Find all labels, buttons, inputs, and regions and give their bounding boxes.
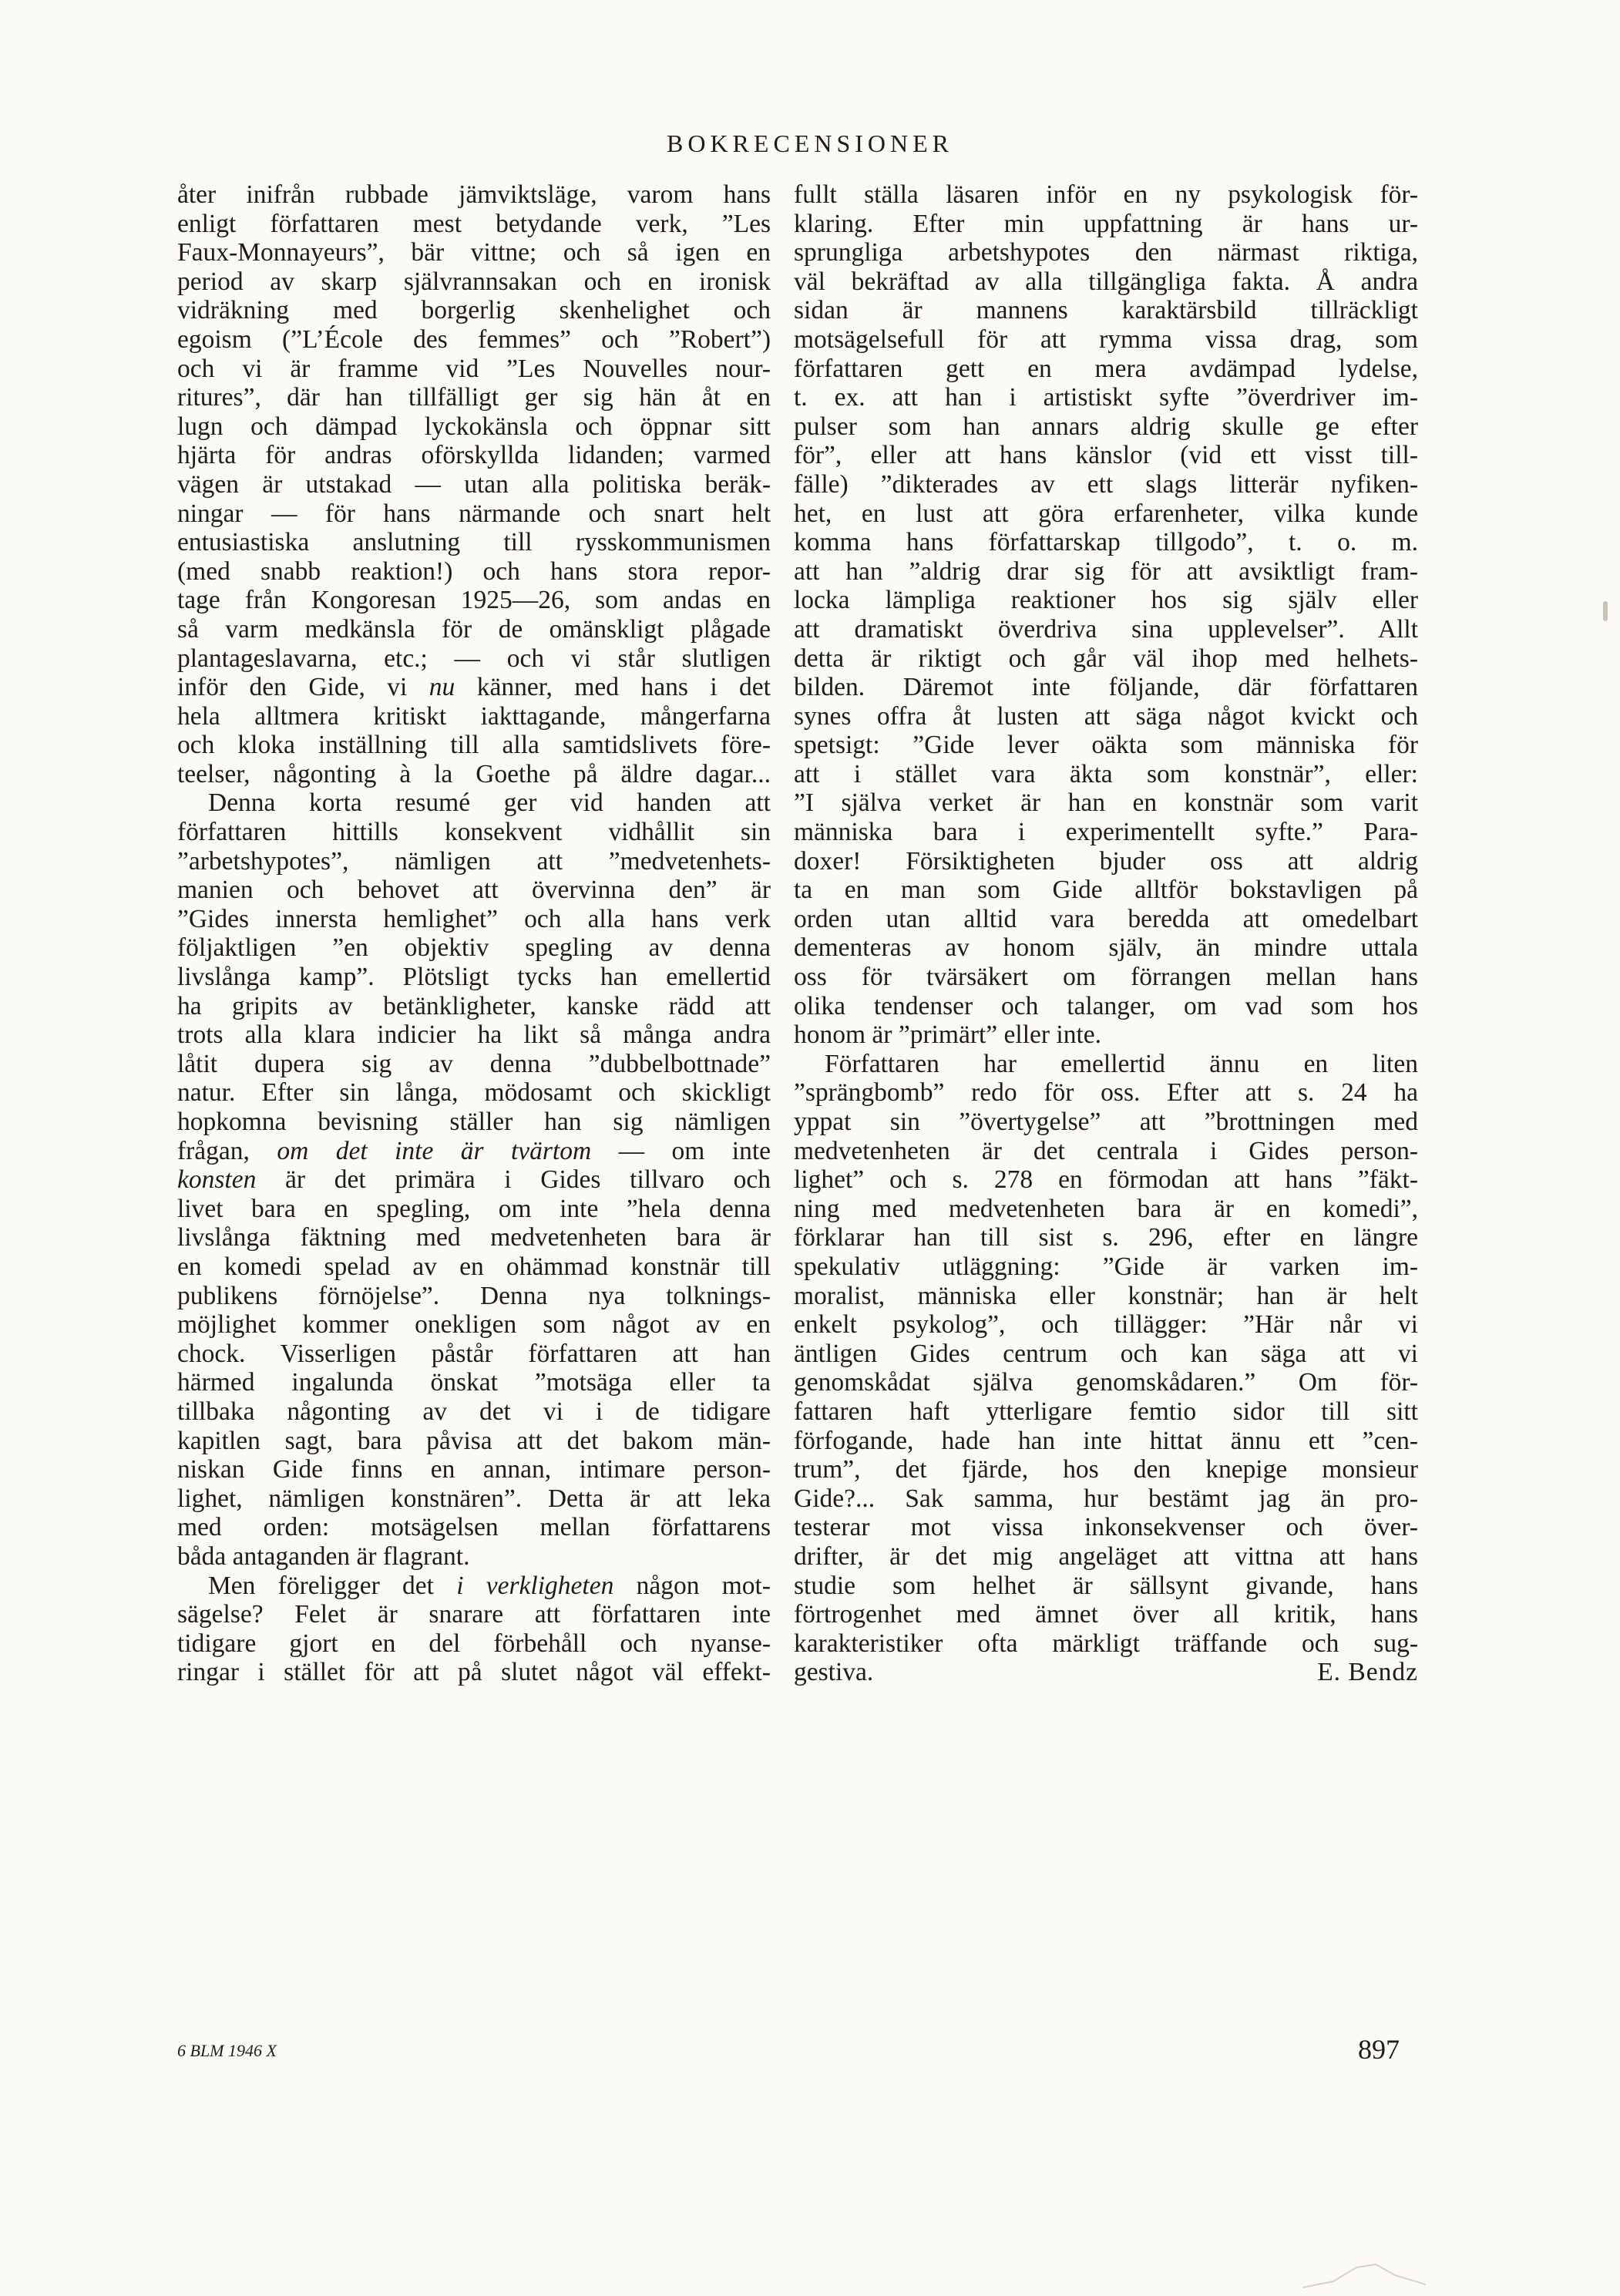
text-line: testerar mot vissa inkonsekvenser och över- <box>794 1513 1418 1542</box>
text-line: genomskådat själva genomskådaren.” Om för- <box>794 1368 1418 1397</box>
paper-edge-mark <box>1603 601 1608 621</box>
text-line: åter inifrån rubbade jämviktsläge, varom hans <box>177 180 771 209</box>
text-line: Denna korta resumé ger vid handen att <box>208 788 771 818</box>
text-line: fattaren haft ytterligare femtio sidor till sitt <box>794 1397 1418 1426</box>
text-line: ha gripits av betänkligheter, kanske rädd att <box>177 991 771 1020</box>
text-line: livet bara en spegling, om inte ”hela denna <box>177 1194 771 1223</box>
text-line: sprungliga arbetshypotes den närmast riktiga, <box>794 238 1418 267</box>
text-line: ”I själva verket är han en konstnär som varit <box>794 788 1418 818</box>
left-column <box>177 180 771 1687</box>
text-line: drifter, är det mig angeläget att vittna att hans <box>794 1541 1418 1571</box>
text-line: med orden: motsägelsen mellan författarens <box>177 1513 771 1542</box>
text-line: period av skarp självrannsakan och en ironisk <box>177 267 771 296</box>
text-line: härmed ingalunda önskat ”motsäga eller ta <box>177 1368 771 1397</box>
text-line: lighet” och s. 278 en förmodan att hans ”fäkt- <box>794 1165 1418 1195</box>
text-line: förfogande, hade han inte hittat ännu ett ”cen- <box>794 1426 1418 1455</box>
text-line: detta är riktigt och går väl ihop med helhets- <box>794 644 1418 673</box>
text-line: att dramatiskt överdriva sina upplevelser”. Allt <box>794 614 1418 644</box>
text-line: ”arbetshypotes”, nämligen att ”medvetenhets- <box>177 846 771 876</box>
text-line: doxer! Försiktigheten bjuder oss att aldrig <box>794 846 1418 876</box>
text-line: vidräkning med borgerlig skenhelighet och <box>177 296 771 325</box>
text-line: tage från Kongoresan 1925—26, som andas en <box>177 586 771 615</box>
text-line: för”, eller att hans känslor (vid ett visst till- <box>794 441 1418 470</box>
text-line: Faux-Monnayeurs”, bär vittne; och så igen en <box>177 238 771 267</box>
text-line: plantageslavarna, etc.; — och vi står slutligen <box>177 644 771 673</box>
text-line: chock. Visserligen påstår författaren att han <box>177 1339 771 1368</box>
text-line: en komedi spelad av en ohämmad konstnär till <box>177 1252 771 1281</box>
text-line: Författaren har emellertid ännu en liten <box>825 1049 1418 1078</box>
text-line: möjlighet kommer onekligen som något av en <box>177 1310 771 1340</box>
text-line: karakteristiker ofta märkligt träffande och sug- <box>794 1629 1418 1658</box>
right-column <box>794 180 1418 1687</box>
closing-line <box>794 1658 1418 1687</box>
text-line: sidan är mannens karaktärsbild tillräckligt <box>794 296 1418 325</box>
text-line: motsägelsefull för att rymma vissa drag, som <box>794 324 1418 354</box>
text-line: dementeras av honom själv, än mindre uttala <box>794 933 1418 963</box>
text-line: ningar — för hans närmande och snart helt <box>177 499 771 528</box>
running-header: BOKRECENSIONER <box>666 129 953 157</box>
text-line: egoism (”L’École des femmes” och ”Robert”) <box>177 324 771 354</box>
text-line: sägelse? Felet är snarare att författaren inte <box>177 1600 771 1629</box>
text-line: het, en lust att göra erfarenheter, vilka kunde <box>794 499 1418 528</box>
text-line: entusiastiska anslutning till rysskommunismen <box>177 528 771 557</box>
text-line: olika tendenser och talanger, om vad som hos <box>794 991 1418 1020</box>
text-line: spekulativ utläggning: ”Gide är varken im- <box>794 1252 1418 1281</box>
paper-tear-mark <box>1302 2258 1426 2289</box>
text-line: (med snabb reaktion!) och hans stora repor- <box>177 556 771 586</box>
text-line: ”Gides innersta hemlighet” och alla hans verk <box>177 904 771 933</box>
text-line: att i stället vara äkta som konstnär”, eller: <box>794 759 1418 788</box>
text-line: ritures”, där han tillfälligt ger sig hän åt en <box>177 383 771 412</box>
text-line: ringar i stället för att på slutet något väl effekt- <box>177 1658 771 1687</box>
text-line: människa bara i experimentellt syfte.” Para- <box>794 818 1418 847</box>
text-line: yppat sin ”övertygelse” att ”brottningen med <box>794 1108 1418 1136</box>
text-line: äntligen Gides centrum och kan säga att vi <box>794 1339 1418 1368</box>
text-line: honom är ”primärt” eller inte. <box>794 1020 1102 1050</box>
page-number: 897 <box>1358 2034 1400 2065</box>
text-line: natur. Efter sin långa, mödosamt och skickligt <box>177 1078 771 1108</box>
text-line: fälle) ”dikterades av ett slags litterär nyfiken- <box>794 469 1418 499</box>
text-line: hela alltmera kritiskt iakttagande, mångerfarna <box>177 701 771 731</box>
text-line: moralist, människa eller konstnär; han är helt <box>794 1281 1418 1310</box>
text-line: enligt författaren mest betydande verk, ”Les <box>177 209 771 238</box>
text-line: livslånga fäktning med medvetenheten bara är <box>177 1223 771 1252</box>
text-line: att han ”aldrig drar sig för att avsiktligt fram- <box>794 556 1418 586</box>
text-line: enkelt psykolog”, och tillägger: ”Här når vi <box>794 1310 1418 1340</box>
text-line: båda antaganden är flagrant. <box>177 1541 470 1571</box>
text-line: trots alla klara indicier ha likt så många andra <box>177 1020 771 1050</box>
text-line: manien och behovet att övervinna den” är <box>177 876 771 905</box>
text-line: hopkomna bevisning ställer han sig nämligen <box>177 1108 771 1136</box>
text-line: förklarar han till sist s. 296, efter en längre <box>794 1223 1418 1252</box>
text-line: ”sprängbomb” redo för oss. Efter att s. 24 ha <box>794 1078 1418 1108</box>
text-line: trum”, det fjärde, hos den knepige monsieur <box>794 1455 1418 1484</box>
text-line: så varm medkänsla för de omänskligt plågade <box>177 614 771 644</box>
text-line: Men föreligger det i verkligheten någon mot- <box>208 1571 771 1600</box>
text-line: konsten är det primära i Gides tillvaro och <box>177 1165 771 1195</box>
text-line: och vi är framme vid ”Les Nouvelles nour- <box>177 354 771 383</box>
text-line: publikens förnöjelse”. Denna nya tolknings- <box>177 1281 771 1310</box>
text-line: oss för tvärsäkert om förrangen mellan hans <box>794 963 1418 992</box>
text-line: författaren gett en mera avdämpad lydelse, <box>794 354 1418 383</box>
text-line: tillbaka någonting av det vi i de tidigare <box>177 1397 771 1426</box>
text-line: kapitlen sagt, bara påvisa att det bakom män- <box>177 1426 771 1455</box>
text-line: tidigare gjort en del förbehåll och nyanse- <box>177 1629 771 1658</box>
text-line: förtrogenhet med ämnet över all kritik, hans <box>794 1600 1418 1629</box>
text-line: följaktligen ”en objektiv spegling av denna <box>177 933 771 963</box>
text-line: ta en man som Gide alltför bokstavligen på <box>794 876 1418 905</box>
text-line: fullt ställa läsaren inför en ny psykologisk för- <box>794 180 1418 209</box>
text-line: t. ex. att han i artistiskt syfte ”överdriver im- <box>794 383 1418 412</box>
text-line: bilden. Däremot inte följande, där författaren <box>794 673 1418 702</box>
text-line: studie som helhet är sällsynt givande, hans <box>794 1571 1418 1600</box>
text-line: hjärta för andras oförskyllda lidanden; varmed <box>177 441 771 470</box>
text-line: locka lämpliga reaktioner hos sig själv eller <box>794 586 1418 615</box>
text-line: Gide?... Sak samma, hur bestämt jag än pro- <box>794 1484 1418 1513</box>
text-line: orden utan alltid vara beredda att omedelbart <box>794 904 1418 933</box>
text-line: niskan Gide finns en annan, intimare person- <box>177 1455 771 1484</box>
text-line: låtit dupera sig av denna ”dubbelbottnade” <box>177 1049 771 1078</box>
text-line: klaring. Efter min uppfattning är hans ur- <box>794 209 1418 238</box>
text-line: livslånga kamp”. Plötsligt tycks han emellertid <box>177 963 771 992</box>
text-line: lugn och dämpad lyckokänsla och öppnar sitt <box>177 412 771 441</box>
text-line: frågan, om det inte är tvärtom — om inte <box>177 1136 771 1165</box>
text-line: medvetenheten är det centrala i Gides person- <box>794 1136 1418 1165</box>
signature-mark: 6 BLM 1946 X <box>177 2041 277 2060</box>
text-line: komma hans författarskap tillgodo”, t. o. m. <box>794 528 1418 557</box>
text-line: inför den Gide, vi nu känner, med hans i det <box>177 673 771 702</box>
text-line: ning med medvetenheten bara är en komedi”, <box>794 1194 1418 1223</box>
text-line: lighet, nämligen konstnären”. Detta är att leka <box>177 1484 771 1513</box>
text-line: vägen är utstakad — utan alla politiska beräk- <box>177 469 771 499</box>
text-line: synes offra åt lusten att säga något kvickt och <box>794 701 1418 731</box>
text-line: författaren hittills konsekvent vidhållit sin <box>177 818 771 847</box>
text-line: och kloka inställning till alla samtidslivets före- <box>177 731 771 760</box>
text-line: spetsigt: ”Gide lever oäkta som människa för <box>794 731 1418 760</box>
reviewer-signature: E. Bendz <box>1317 1658 1418 1687</box>
text-line: väl bekräftad av alla tillgängliga fakta. Å andra <box>794 267 1418 296</box>
text-line: pulser som han annars aldrig skulle ge efter <box>794 412 1418 441</box>
text-line: teelser, någonting à la Goethe på äldre dagar... <box>177 759 771 788</box>
closing-text: gestiva. <box>794 1658 874 1687</box>
